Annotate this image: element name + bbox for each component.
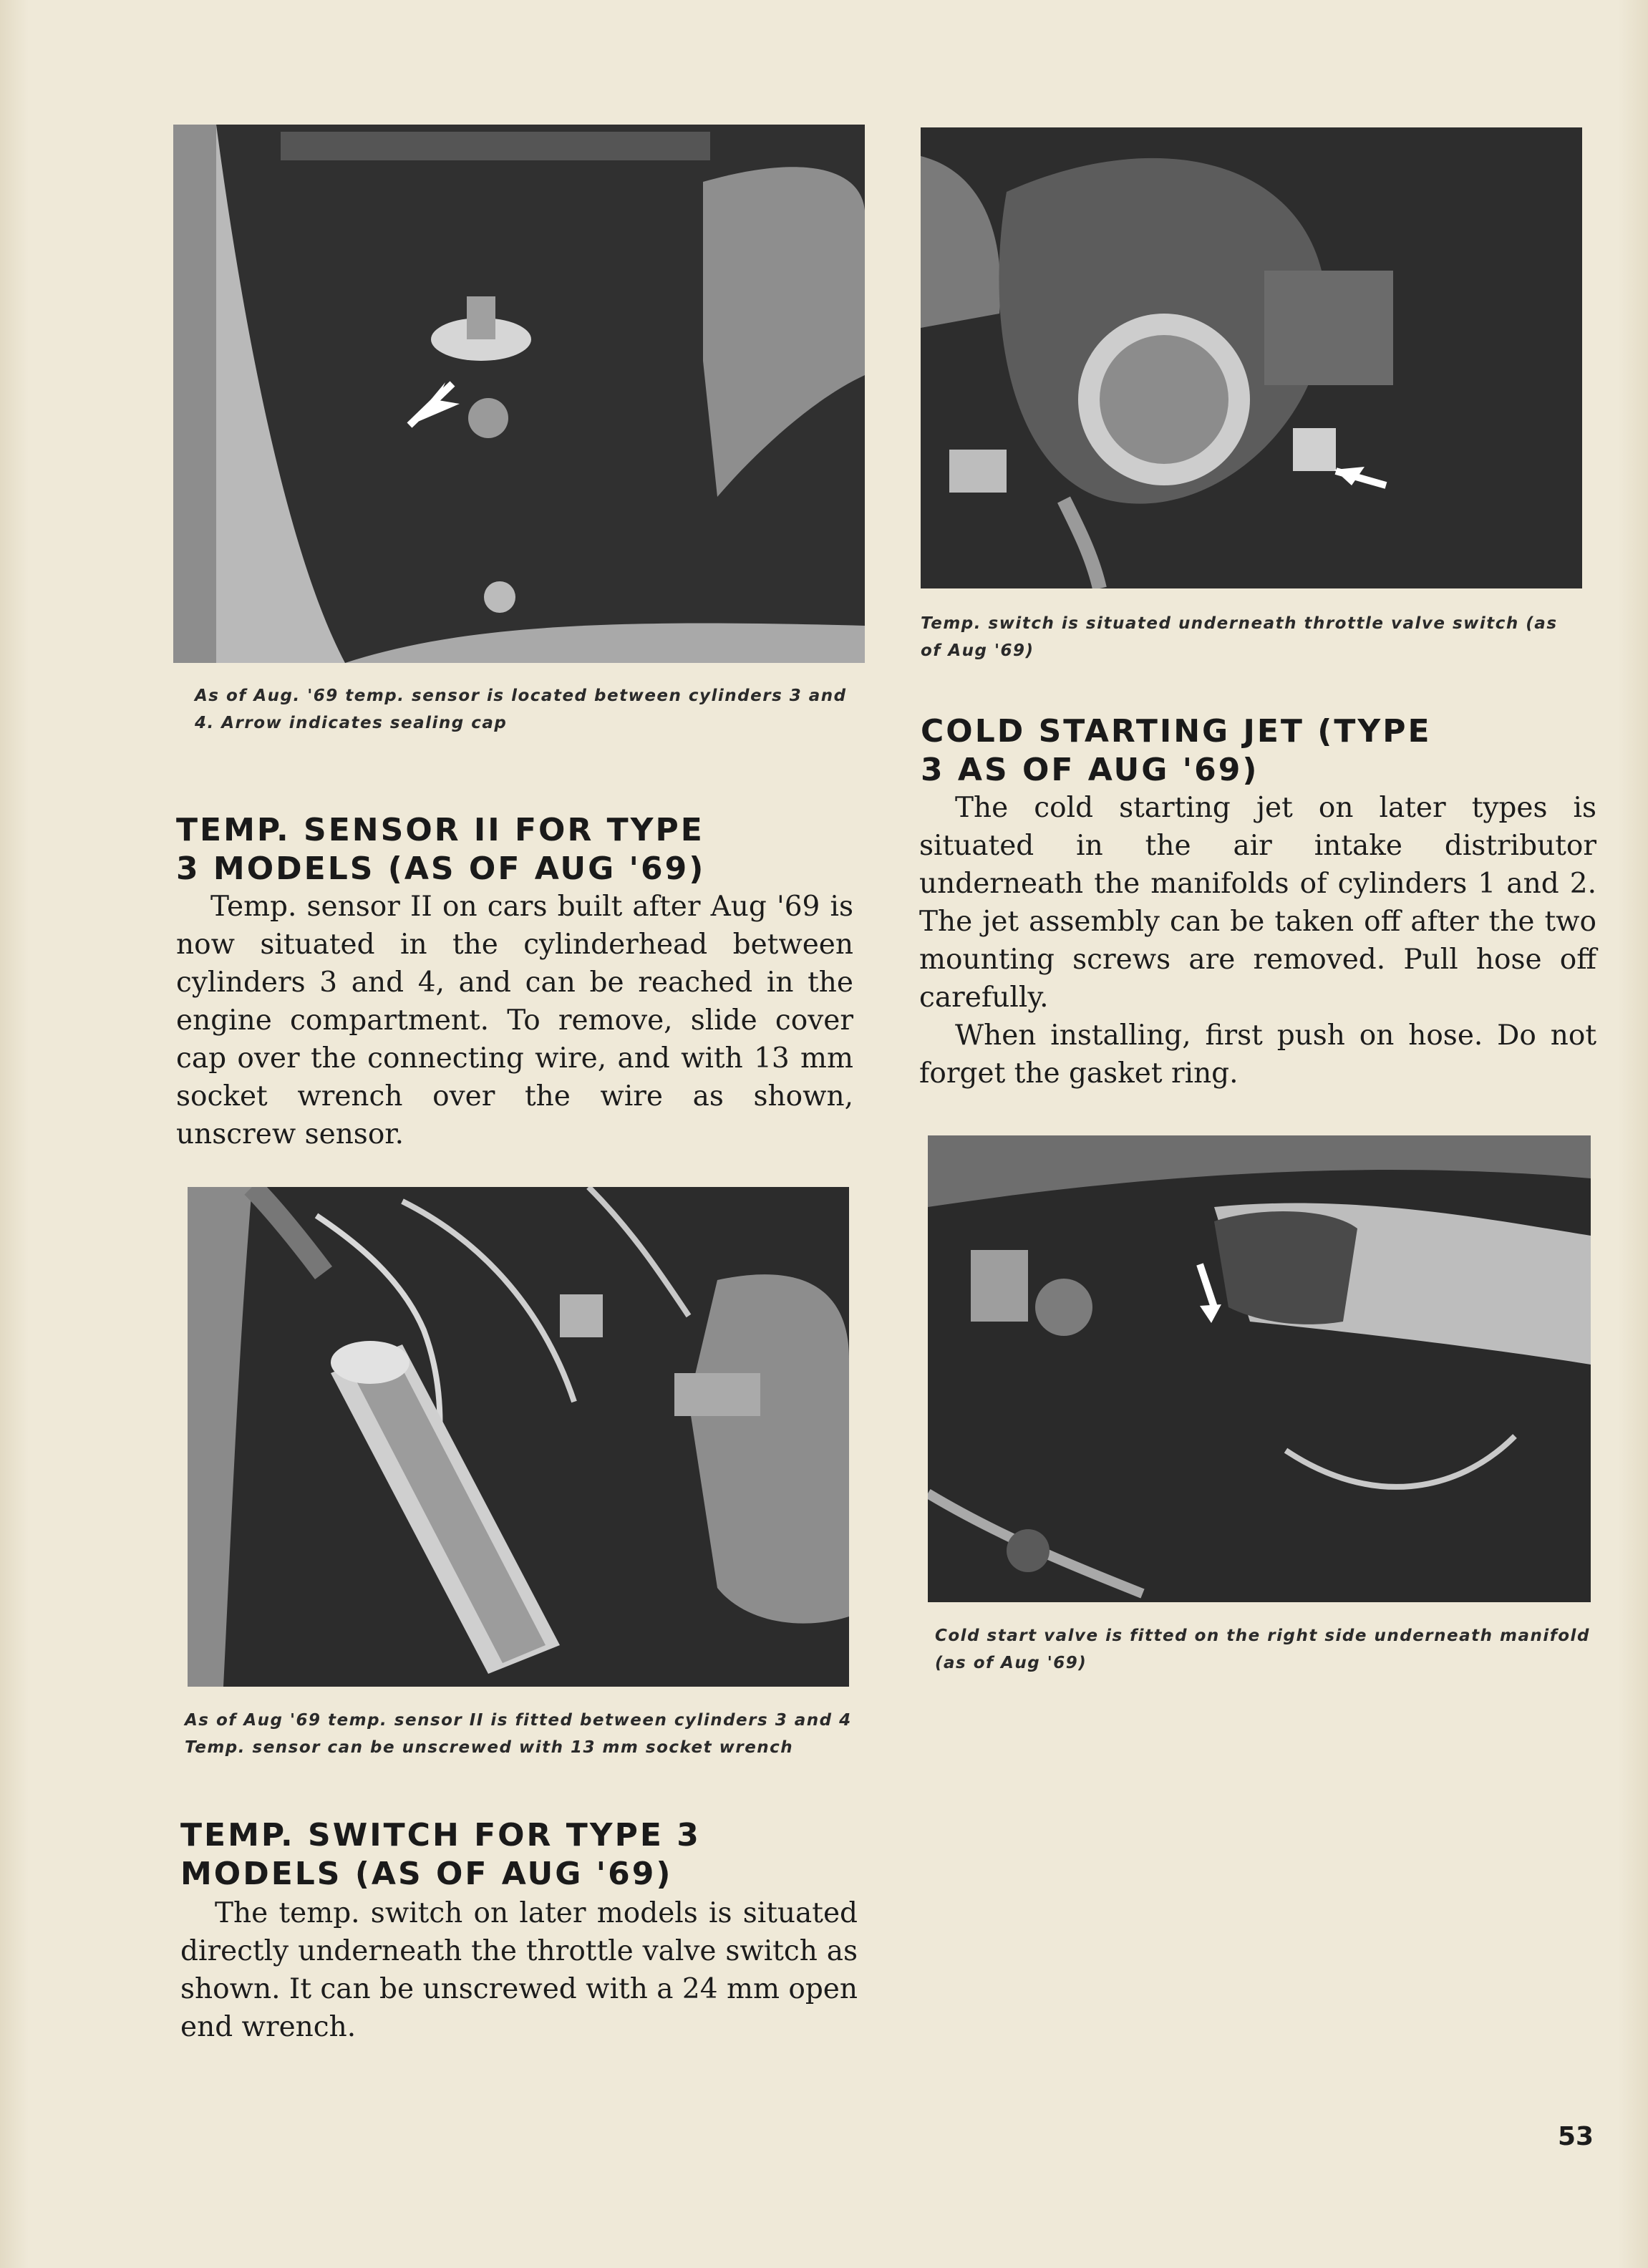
paragraph-cold-start-1: The cold starting jet on later types is situated in the air intake distributor underneath the manifolds of cylinders 1 and 2. The jet assembly can be taken off after the two mounting screws are removed. Pull hose off carefully. (919, 792, 1596, 1014)
paragraph-switch: The temp. switch on later models is situated directly underneath the throttle valve switch as shown. It can be unscrewed with a 24 mm open end wrench. (180, 1897, 858, 2043)
photo-1-caption: As of Aug. '69 temp. sensor is located between cylinders 3 and 4. Arrow indicates sealing cap (195, 687, 847, 732)
photo-4-caption: Cold start valve is fitted on the right side underneath manifold (as of Aug '69) (935, 1627, 1590, 1672)
photo-socket-wrench (188, 1187, 849, 1687)
heading-cold-starting-jet: COLD STARTING JET (TYPE 3 AS OF AUG '69) (921, 713, 1432, 788)
paragraph-sensor: Temp. sensor II on cars built after Aug '69 is now situated in the cylinderhead between cylinders 3 and 4, and can be reached in the engine compartment. To remove, slide cover cap over the connecting wire, and with 13 mm socket wrench over the wire as shown, unscrew sensor. (176, 891, 853, 1150)
photo-2-caption: Temp. switch is situated underneath throttle valve switch (as of Aug '69) (921, 614, 1558, 660)
photo-cold-start-valve (928, 1135, 1591, 1602)
photo-3-caption: As of Aug '69 temp. sensor II is fitted between cylinders 3 and 4 Temp. sensor can be unscrewed with 13 mm socket wrench (185, 1711, 852, 1757)
body-temp-sensor-ii (176, 888, 853, 1153)
page-number: 53 (1558, 2122, 1594, 2151)
photo-temp-sensor-location (173, 125, 865, 663)
body-cold-starting-jet (919, 789, 1596, 1092)
body-temp-switch (180, 1894, 858, 2046)
heading-temp-switch: TEMP. SWITCH FOR TYPE 3 MODELS (AS OF AUG '69) (180, 1817, 701, 1892)
photo-temp-switch-location (921, 127, 1582, 588)
heading-temp-sensor-ii: TEMP. SENSOR II FOR TYPE 3 MODELS (AS OF AUG '69) (176, 812, 706, 887)
paragraph-cold-start-2: When installing, first push on hose. Do not forget the gasket ring. (919, 1019, 1596, 1090)
